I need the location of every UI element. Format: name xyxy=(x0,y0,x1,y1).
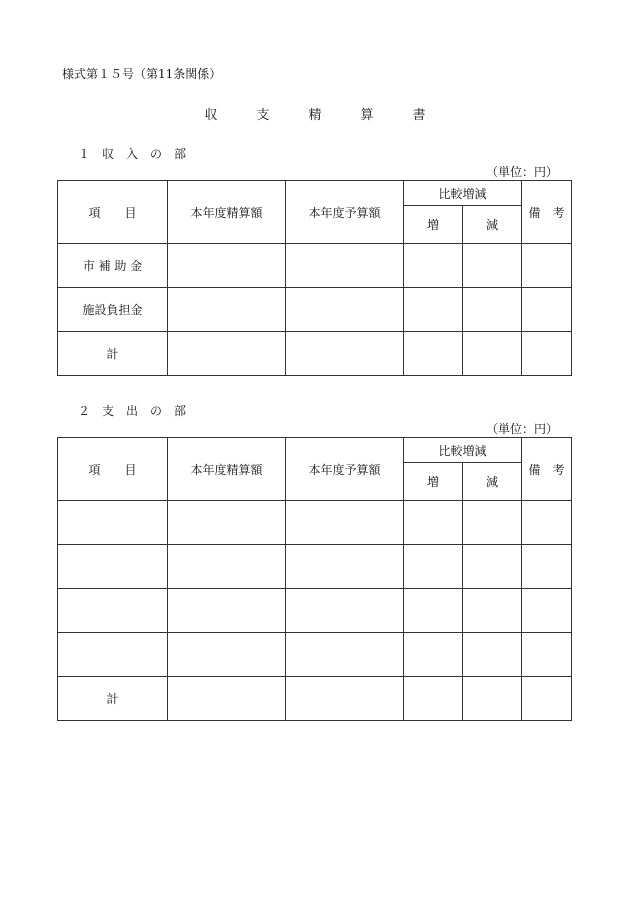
table-row xyxy=(58,501,572,545)
cell-item: 市 補 助 金 xyxy=(58,244,168,288)
cell-increase[interactable] xyxy=(404,501,463,545)
cell-item xyxy=(58,589,168,633)
cell-decrease[interactable] xyxy=(463,501,522,545)
cell-remarks[interactable] xyxy=(522,501,572,545)
cell-item: 計 xyxy=(58,332,168,376)
cell-budget[interactable] xyxy=(286,288,404,332)
cell-decrease[interactable] xyxy=(463,677,522,721)
column-header-increase: 増 xyxy=(404,463,463,501)
cell-decrease[interactable] xyxy=(463,244,522,288)
cell-settled[interactable] xyxy=(168,589,286,633)
expense-section-heading: ２ 支 出 の 部 xyxy=(78,404,187,418)
column-header-remarks: 備 考 xyxy=(522,438,572,501)
cell-increase[interactable] xyxy=(404,633,463,677)
cell-budget[interactable] xyxy=(286,545,404,589)
column-header-decrease: 減 xyxy=(463,463,522,501)
cell-decrease[interactable] xyxy=(463,332,522,376)
form-number: 様式第１５号（第11条関係） xyxy=(62,67,222,81)
column-header-budget: 本年度予算額 xyxy=(286,181,404,244)
cell-item: 計 xyxy=(58,677,168,721)
column-header-comparison: 比較増減 xyxy=(404,438,522,463)
cell-budget[interactable] xyxy=(286,501,404,545)
expense-unit-note: （単位：円） xyxy=(485,422,558,436)
table-row xyxy=(58,633,572,677)
column-header-settled: 本年度精算額 xyxy=(168,181,286,244)
column-header-decrease: 減 xyxy=(463,206,522,244)
cell-settled[interactable] xyxy=(168,633,286,677)
cell-settled[interactable] xyxy=(168,501,286,545)
document-title: 収 支 精 算 書 xyxy=(204,108,426,123)
column-header-item: 項 目 xyxy=(58,181,168,244)
cell-remarks[interactable] xyxy=(522,589,572,633)
cell-budget[interactable] xyxy=(286,589,404,633)
cell-decrease[interactable] xyxy=(463,589,522,633)
cell-item xyxy=(58,501,168,545)
cell-decrease[interactable] xyxy=(463,545,522,589)
cell-budget[interactable] xyxy=(286,332,404,376)
column-header-settled: 本年度精算額 xyxy=(168,438,286,501)
table-row xyxy=(58,677,572,721)
table-row xyxy=(58,244,572,288)
cell-budget[interactable] xyxy=(286,633,404,677)
cell-increase[interactable] xyxy=(404,244,463,288)
income-section-heading: １ 収 入 の 部 xyxy=(78,147,187,161)
cell-increase[interactable] xyxy=(404,589,463,633)
cell-remarks[interactable] xyxy=(522,288,572,332)
column-header-item: 項 目 xyxy=(58,438,168,501)
column-header-remarks: 備 考 xyxy=(522,181,572,244)
cell-remarks[interactable] xyxy=(522,677,572,721)
cell-settled[interactable] xyxy=(168,545,286,589)
cell-item: 施設負担金 xyxy=(58,288,168,332)
cell-settled[interactable] xyxy=(168,244,286,288)
cell-settled[interactable] xyxy=(168,677,286,721)
cell-remarks[interactable] xyxy=(522,332,572,376)
income-table-body xyxy=(58,244,572,376)
table-row xyxy=(58,545,572,589)
cell-decrease[interactable] xyxy=(463,633,522,677)
cell-budget[interactable] xyxy=(286,677,404,721)
cell-increase[interactable] xyxy=(404,288,463,332)
cell-item xyxy=(58,633,168,677)
cell-settled[interactable] xyxy=(168,332,286,376)
income-table xyxy=(57,180,572,376)
expense-table-body xyxy=(58,501,572,721)
cell-increase[interactable] xyxy=(404,332,463,376)
table-row xyxy=(58,589,572,633)
cell-increase[interactable] xyxy=(404,545,463,589)
cell-budget[interactable] xyxy=(286,244,404,288)
cell-settled[interactable] xyxy=(168,288,286,332)
column-header-budget: 本年度予算額 xyxy=(286,438,404,501)
cell-decrease[interactable] xyxy=(463,288,522,332)
expense-table xyxy=(57,437,572,721)
table-row xyxy=(58,332,572,376)
cell-item xyxy=(58,545,168,589)
cell-remarks[interactable] xyxy=(522,545,572,589)
income-unit-note: （単位：円） xyxy=(485,165,558,179)
cell-remarks[interactable] xyxy=(522,633,572,677)
cell-increase[interactable] xyxy=(404,677,463,721)
cell-remarks[interactable] xyxy=(522,244,572,288)
column-header-comparison: 比較増減 xyxy=(404,181,522,206)
column-header-increase: 増 xyxy=(404,206,463,244)
table-row xyxy=(58,288,572,332)
